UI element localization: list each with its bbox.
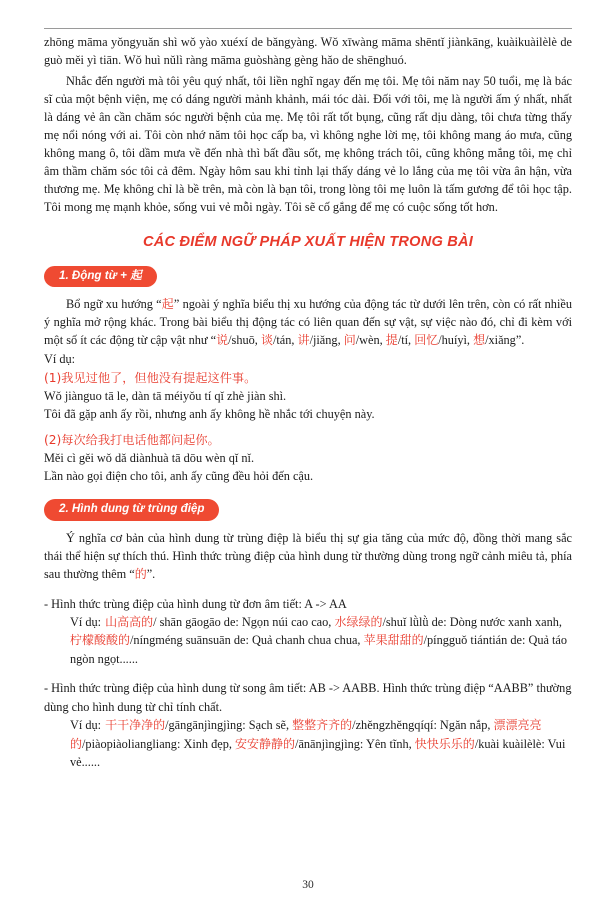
chinese-term: 讲 — [297, 333, 310, 348]
text-run: /xiǎng”. — [485, 333, 525, 348]
subsection-1-example-label: Ví dụ: — [70, 614, 102, 629]
chinese-term: 漂漂亮亮的 — [70, 718, 542, 751]
text-run: /píngguǒ tiántián de: Quả táo ngòn ngọt...... — [70, 633, 568, 666]
text-run: /gāngānjìngjìng: Sạch sẽ, — [165, 718, 293, 733]
chinese-term: 谈 — [260, 333, 273, 348]
section-1-paragraph — [44, 296, 572, 350]
chinese-term: 安安静静的 — [235, 736, 296, 751]
text-run: /níngméng suānsuān de: Quả chanh chua chua, — [130, 633, 364, 648]
chinese-term: 说 — [216, 333, 229, 348]
text-run: Bổ ngữ xu hướng “ — [66, 297, 162, 312]
chinese-term: 快快乐乐的 — [414, 736, 475, 751]
example-2-chinese: (2)每次给我打电话他都问起你。 — [44, 432, 220, 447]
text-run: /tán, — [272, 333, 298, 348]
subsection-1-example-text — [70, 615, 567, 666]
section-heading-badge-2: 2. Hình dung từ trùng điệp — [44, 499, 219, 521]
text-run: /shuō, — [228, 333, 261, 348]
chinese-term: 苹果甜甜的 — [363, 633, 424, 648]
chinese-term: 山高高的 — [105, 614, 154, 629]
intro-paragraph-pinyin: zhōng māma yǒngyuǎn shì wǒ yào xuéxí de bǎngyàng. Wǒ xīwàng māma shēntǐ jiànkāng, kuàikuàilèlè de guò měi yì tiān. Wǒ huì nǔlì ràng māma guòshàng gèng hǎo de shēnghuó. — [44, 35, 572, 67]
subsection-2-example-label: Ví dụ: — [70, 718, 102, 733]
subsection-2-example-text — [70, 718, 565, 769]
text-run: Ý nghĩa cơ bản của hình dung từ trùng điệp là biểu thị sự gia tăng của mức độ, đồng thời mang sắc thái thể hiện sự thích thú. Hình thức trùng điệp của hình dung từ thường dùng trong ngữ cảnh miêu tả, phía sau thường thêm “ — [44, 530, 572, 581]
chinese-term: 的 — [134, 566, 147, 581]
chinese-term: 柠檬酸酸的 — [70, 633, 131, 648]
subsection-2-title: - Hình thức trùng điệp của hình dung từ song âm tiết: AB -> AABB. Hình thức trùng điệp “AABB” thường dùng cho hình dung từ chỉ tính chất. — [44, 681, 572, 714]
text-run: / shān gāogāo de: Ngọn núi cao cao, — [153, 614, 335, 629]
chinese-term: 水绿绿的 — [334, 614, 383, 629]
text-run: /piàopiàoliangliang: Xinh đẹp, — [82, 736, 236, 751]
chinese-term: 想 — [473, 333, 486, 348]
section-2-paragraph — [44, 530, 572, 584]
section-heading-badge-1: 1. Động từ + 起 — [44, 266, 157, 288]
text-run: /shuǐ lǜlǜ de: Dòng nước xanh xanh, — [382, 614, 562, 629]
example-2-pinyin: Měi cì gěi wǒ dǎ diànhuà tā dōu wèn qǐ nǐ. — [44, 451, 255, 466]
text-run: /huíyì, — [438, 333, 474, 348]
text-run: ”. — [146, 566, 156, 581]
intro-paragraph-vietnamese: Nhắc đến người mà tôi yêu quý nhất, tôi liền nghĩ ngay đến mẹ tôi. Mẹ tôi năm nay 50 tuổi, mẹ là bác sĩ của một bệnh viện, mẹ có dáng người mảnh khảnh, mái tóc dài. Đối với tôi, mẹ là người ấm ý nhất, nhất là dáng vẻ ân cần chăm sóc người bệnh của mẹ. Mẹ tôi rất tốt bụng, cũng rất dịu dàng, tôi chưa từng thấy mẹ nổi nóng với ai. Tôi còn nhớ năm tôi học cấp ba, vì không nghe lời mẹ, tôi không mang áo mưa, cũng không mang ô, tôi dầm mưa về đến nhà thì bất đầu sốt, mẹ không trách tôi, cũng không mắng tôi, mẹ chỉ âm thầm chăm sóc tôi cả đêm. Ngày hôm sau khi tỉnh lại thấy dáng vẻ lo lắng của mẹ tôi vừa ân hận, vừa thương mẹ. Mẹ không chỉ là bề trên, mà còn là bạn tôi, trong lòng tôi mẹ luôn là tấm gương để tôi học tập. Tôi mong mẹ mạnh khỏe, sống vui vẻ mỗi ngày. Tôi sẽ cố gắng để mẹ có cuộc sống tốt hơn. — [44, 73, 572, 214]
chinese-term: 问 — [343, 333, 356, 348]
subsection-2-examples — [70, 716, 572, 771]
header-divider — [44, 28, 572, 29]
text-run: /jiǎng, — [309, 333, 344, 348]
chinese-term: 提 — [385, 333, 398, 348]
chinese-term: 起 — [161, 297, 174, 312]
text-run: /zhěngzhěngqíqí: Ngăn nắp, — [352, 718, 494, 733]
text-run: /ānānjìngjìng: Yên tĩnh, — [295, 736, 415, 751]
text-run: /tí, — [397, 333, 415, 348]
text-run: /wèn, — [355, 333, 386, 348]
example-1-vietnamese: Tôi đã gặp anh ấy rồi, nhưng anh ấy không hề nhắc tới chuyện này. — [44, 407, 375, 422]
example-1-pinyin: Wǒ jiànguo tā le, dàn tā méiyǒu tí qǐ zhè jiàn shì. — [44, 388, 287, 403]
text-run: ” ngoài ý nghĩa biểu thị xu hướng của động tác từ dưới lên trên, còn có rất nhiều ý nghĩa mở rộng khác. Trong bài biểu thị động tác có liên quan đến sự vật, sự việc nào đó, chỉ đi kèm với một số ít các động từ cập vật như “ — [44, 297, 572, 348]
page-number: 30 — [302, 879, 314, 891]
section-1-example-label: Ví dụ: — [44, 352, 76, 367]
chinese-term: 回忆 — [414, 333, 439, 348]
example-2-vietnamese: Lần nào gọi điện cho tôi, anh ấy cũng đều hỏi đến cậu. — [44, 469, 314, 484]
example-1-chinese: (1)我见过他了，但他没有提起这件事。 — [44, 370, 257, 385]
text-run: /kuài kuàilèlè: Vui vẻ...... — [70, 736, 566, 770]
subsection-1-examples — [70, 613, 572, 668]
chinese-term: 干干净净的 — [105, 718, 166, 733]
section-1-heading-wrap — [44, 253, 572, 297]
section-2-heading-wrap — [44, 486, 572, 530]
subsection-1-title: - Hình thức trùng điệp của hình dung từ đơn âm tiết: A -> AA — [44, 596, 347, 611]
chinese-term: 整整齐齐的 — [292, 718, 353, 733]
page-title: CÁC ĐIỂM NGỮ PHÁP XUẤT HIỆN TRONG BÀI — [142, 233, 473, 250]
